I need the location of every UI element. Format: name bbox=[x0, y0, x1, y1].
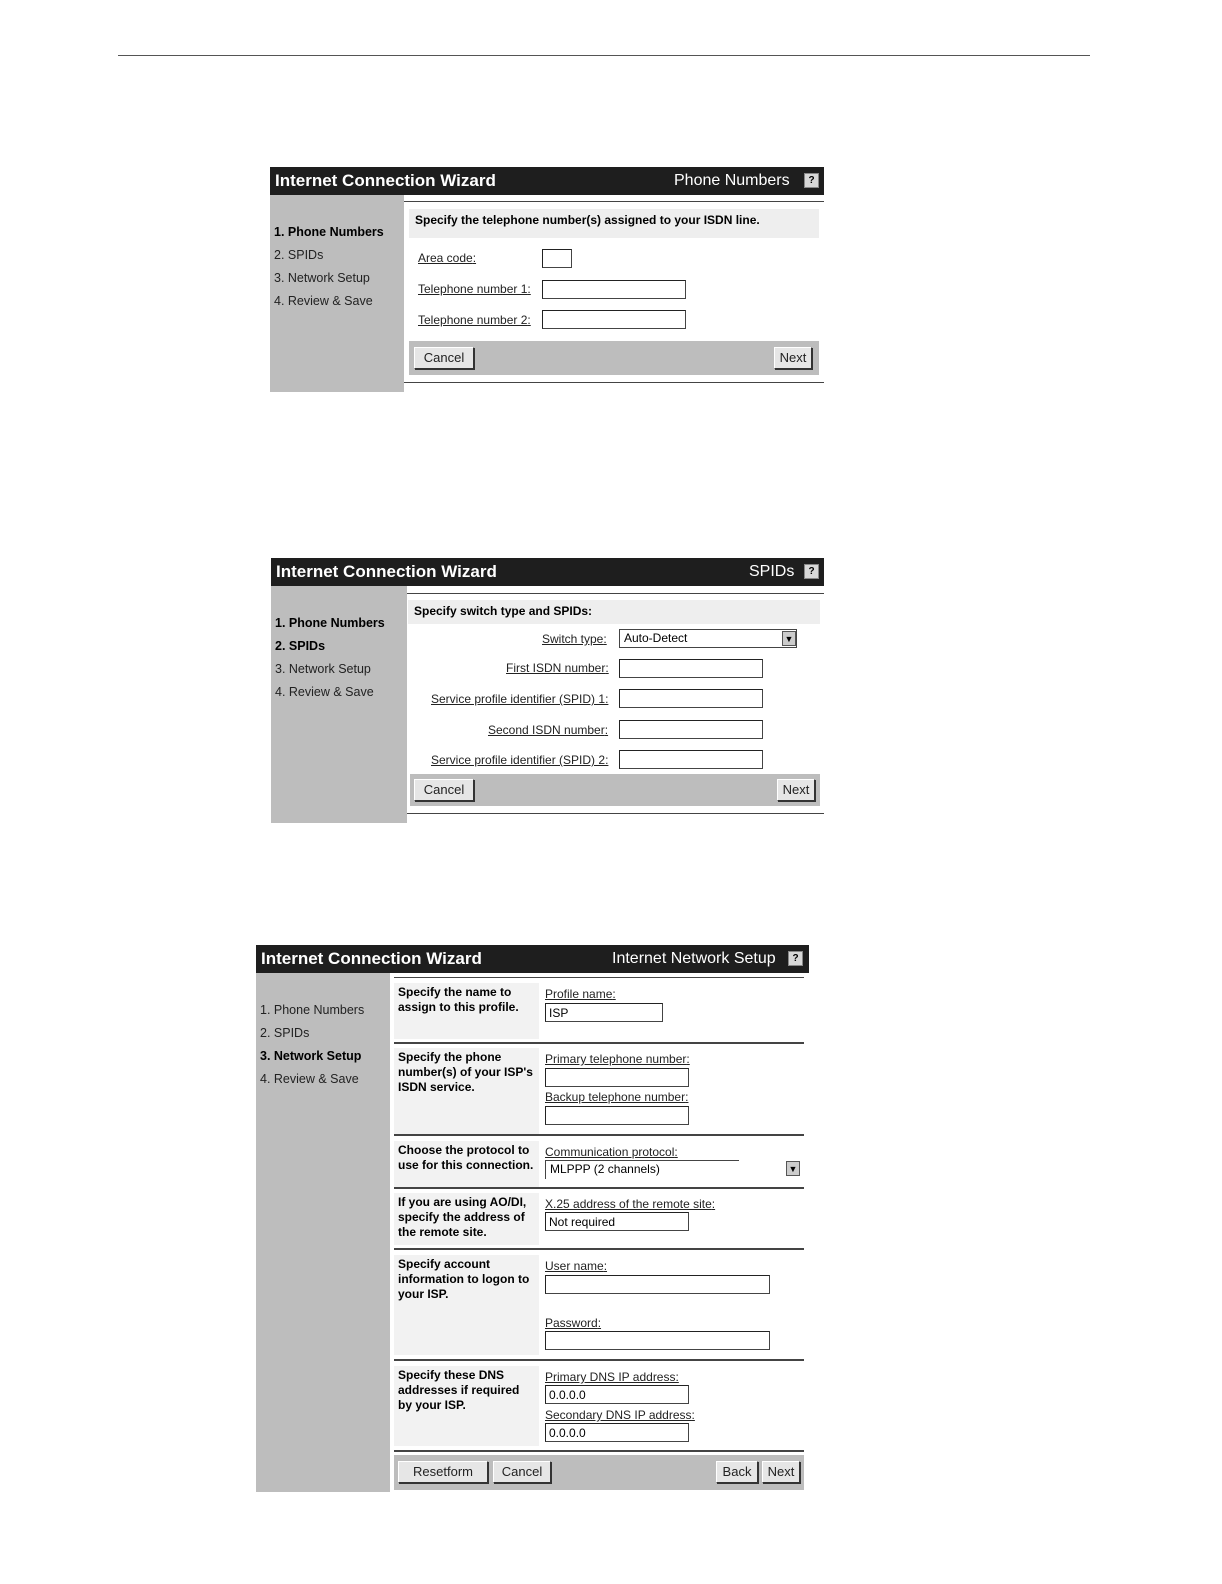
communication-protocol-value: MLPPP (2 channels) bbox=[550, 1162, 660, 1176]
content-top-rule bbox=[407, 593, 824, 594]
user-name-input[interactable] bbox=[545, 1275, 770, 1294]
section-divider bbox=[394, 1359, 804, 1361]
help-icon[interactable]: ? bbox=[804, 564, 819, 579]
wizard-title: Internet Connection Wizard bbox=[276, 562, 497, 581]
section-description: Specify these DNS addresses if required by your ISP. bbox=[394, 1366, 539, 1446]
step-phone-numbers: 1. Phone Numbers bbox=[260, 1003, 365, 1017]
page-title: Internet Network Setup bbox=[612, 950, 776, 967]
section-divider bbox=[394, 1450, 804, 1452]
step-list bbox=[275, 612, 385, 704]
wizard-sidebar bbox=[271, 586, 407, 823]
secondary-dns-input[interactable] bbox=[545, 1423, 689, 1442]
wizard-title: Internet Connection Wizard bbox=[275, 171, 496, 190]
step-phone-numbers: 1. Phone Numbers bbox=[275, 616, 385, 630]
telephone-number-1-label: Telephone number 1: bbox=[418, 282, 531, 296]
step-review-save: 4. Review & Save bbox=[274, 294, 373, 308]
primary-dns-label: Primary DNS IP address: bbox=[545, 1370, 679, 1384]
first-isdn-number-label: First ISDN number: bbox=[506, 661, 609, 675]
wizard-title-bar bbox=[270, 167, 824, 195]
content-bottom-rule bbox=[404, 382, 824, 383]
section-description: Specify the name to assign to this profile. bbox=[394, 983, 539, 1039]
chevron-down-icon[interactable]: ▼ bbox=[782, 631, 796, 646]
button-bar bbox=[394, 1455, 804, 1490]
spid-1-input[interactable] bbox=[619, 689, 763, 708]
password-label: Password: bbox=[545, 1316, 602, 1330]
second-isdn-number-label: Second ISDN number: bbox=[488, 723, 609, 737]
step-phone-numbers: 1. Phone Numbers bbox=[274, 225, 384, 239]
wizard-phone-numbers bbox=[270, 167, 824, 392]
wizard-network-setup bbox=[256, 945, 809, 1492]
wizard-title: Internet Connection Wizard bbox=[261, 949, 482, 968]
backup-telephone-label: Backup telephone number: bbox=[545, 1090, 689, 1104]
content-top-rule bbox=[404, 201, 824, 202]
x25-address-input[interactable] bbox=[545, 1212, 689, 1231]
section-description: Specify the phone number(s) of your ISP's ISDN service. bbox=[394, 1048, 539, 1134]
next-button[interactable]: Next bbox=[777, 779, 815, 801]
button-bar bbox=[409, 341, 819, 375]
content-bottom-rule bbox=[407, 813, 824, 814]
user-name-label: User name: bbox=[545, 1259, 608, 1273]
step-network-setup: 3. Network Setup bbox=[260, 1049, 362, 1063]
primary-telephone-label: Primary telephone number: bbox=[545, 1052, 690, 1066]
spid-2-label: Service profile identifier (SPID) 2: bbox=[431, 753, 609, 767]
section-divider bbox=[394, 1134, 804, 1136]
communication-protocol-label: Communication protocol: bbox=[545, 1145, 678, 1159]
intro-text: Specify switch type and SPIDs: bbox=[408, 600, 820, 624]
communication-protocol-select[interactable] bbox=[545, 1160, 739, 1179]
reset-form-button[interactable]: Resetform bbox=[398, 1461, 488, 1483]
next-button[interactable]: Next bbox=[774, 347, 812, 369]
wizard-sidebar bbox=[270, 195, 404, 392]
chevron-down-icon[interactable]: ▼ bbox=[786, 1161, 800, 1176]
switch-type-select[interactable] bbox=[619, 629, 797, 648]
profile-name-label: Profile name: bbox=[545, 987, 616, 1001]
switch-type-label: Switch type: bbox=[542, 632, 607, 646]
telephone-number-1-input[interactable] bbox=[542, 280, 686, 299]
backup-telephone-input[interactable] bbox=[545, 1106, 689, 1125]
section-account bbox=[394, 1255, 804, 1355]
switch-type-value: Auto-Detect bbox=[624, 631, 688, 645]
section-divider bbox=[394, 1042, 804, 1044]
section-protocol bbox=[394, 1141, 804, 1187]
wizard-title-bar bbox=[256, 945, 809, 973]
section-divider bbox=[394, 1187, 804, 1189]
page-top-rule bbox=[118, 55, 1090, 56]
section-dns bbox=[394, 1366, 804, 1446]
step-review-save: 4. Review & Save bbox=[260, 1072, 359, 1086]
step-list bbox=[260, 999, 364, 1091]
step-spids: 2. SPIDs bbox=[260, 1026, 310, 1040]
spid-2-input[interactable] bbox=[619, 750, 763, 769]
password-input[interactable] bbox=[545, 1331, 770, 1350]
cancel-button[interactable]: Cancel bbox=[414, 779, 474, 801]
spid-1-label: Service profile identifier (SPID) 1: bbox=[431, 692, 609, 706]
back-button[interactable]: Back bbox=[716, 1461, 758, 1483]
cancel-button[interactable]: Cancel bbox=[414, 347, 474, 369]
intro-text: Specify the telephone number(s) assigned to your ISDN line. bbox=[409, 209, 819, 238]
telephone-number-2-input[interactable] bbox=[542, 310, 686, 329]
step-network-setup: 3. Network Setup bbox=[274, 271, 370, 285]
page-title: SPIDs bbox=[749, 563, 795, 580]
button-bar bbox=[410, 774, 820, 806]
wizard-spids bbox=[271, 558, 824, 823]
profile-name-input[interactable] bbox=[545, 1003, 663, 1022]
primary-telephone-input[interactable] bbox=[545, 1068, 689, 1087]
section-divider bbox=[394, 1248, 804, 1250]
step-network-setup: 3. Network Setup bbox=[275, 662, 371, 676]
section-description: Choose the protocol to use for this connection. bbox=[394, 1141, 539, 1187]
content-top-rule bbox=[394, 977, 804, 978]
step-list bbox=[274, 221, 384, 313]
second-isdn-number-input[interactable] bbox=[619, 720, 763, 739]
section-profile bbox=[394, 983, 804, 1039]
wizard-sidebar bbox=[256, 973, 390, 1492]
section-description: Specify account information to logon to your ISP. bbox=[394, 1255, 539, 1355]
secondary-dns-label: Secondary DNS IP address: bbox=[545, 1408, 695, 1422]
help-icon[interactable]: ? bbox=[804, 173, 819, 188]
first-isdn-number-input[interactable] bbox=[619, 659, 763, 678]
x25-address-label: X.25 address of the remote site: bbox=[545, 1197, 716, 1211]
primary-dns-input[interactable] bbox=[545, 1385, 689, 1404]
help-icon[interactable]: ? bbox=[788, 951, 803, 966]
step-spids: 2. SPIDs bbox=[274, 248, 324, 262]
area-code-label: Area code: bbox=[418, 251, 477, 265]
cancel-button[interactable]: Cancel bbox=[493, 1461, 551, 1483]
section-description: If you are using AO/DI, specify the address of the remote site. bbox=[394, 1193, 539, 1245]
next-button[interactable]: Next bbox=[762, 1461, 800, 1483]
step-review-save: 4. Review & Save bbox=[275, 685, 374, 699]
page-title: Phone Numbers bbox=[674, 172, 790, 189]
telephone-number-2-label: Telephone number 2: bbox=[418, 313, 531, 327]
step-spids: 2. SPIDs bbox=[275, 639, 326, 653]
section-isp-phone bbox=[394, 1048, 804, 1134]
wizard-title-bar bbox=[271, 558, 824, 586]
section-x25 bbox=[394, 1193, 804, 1245]
area-code-input[interactable] bbox=[542, 249, 572, 268]
